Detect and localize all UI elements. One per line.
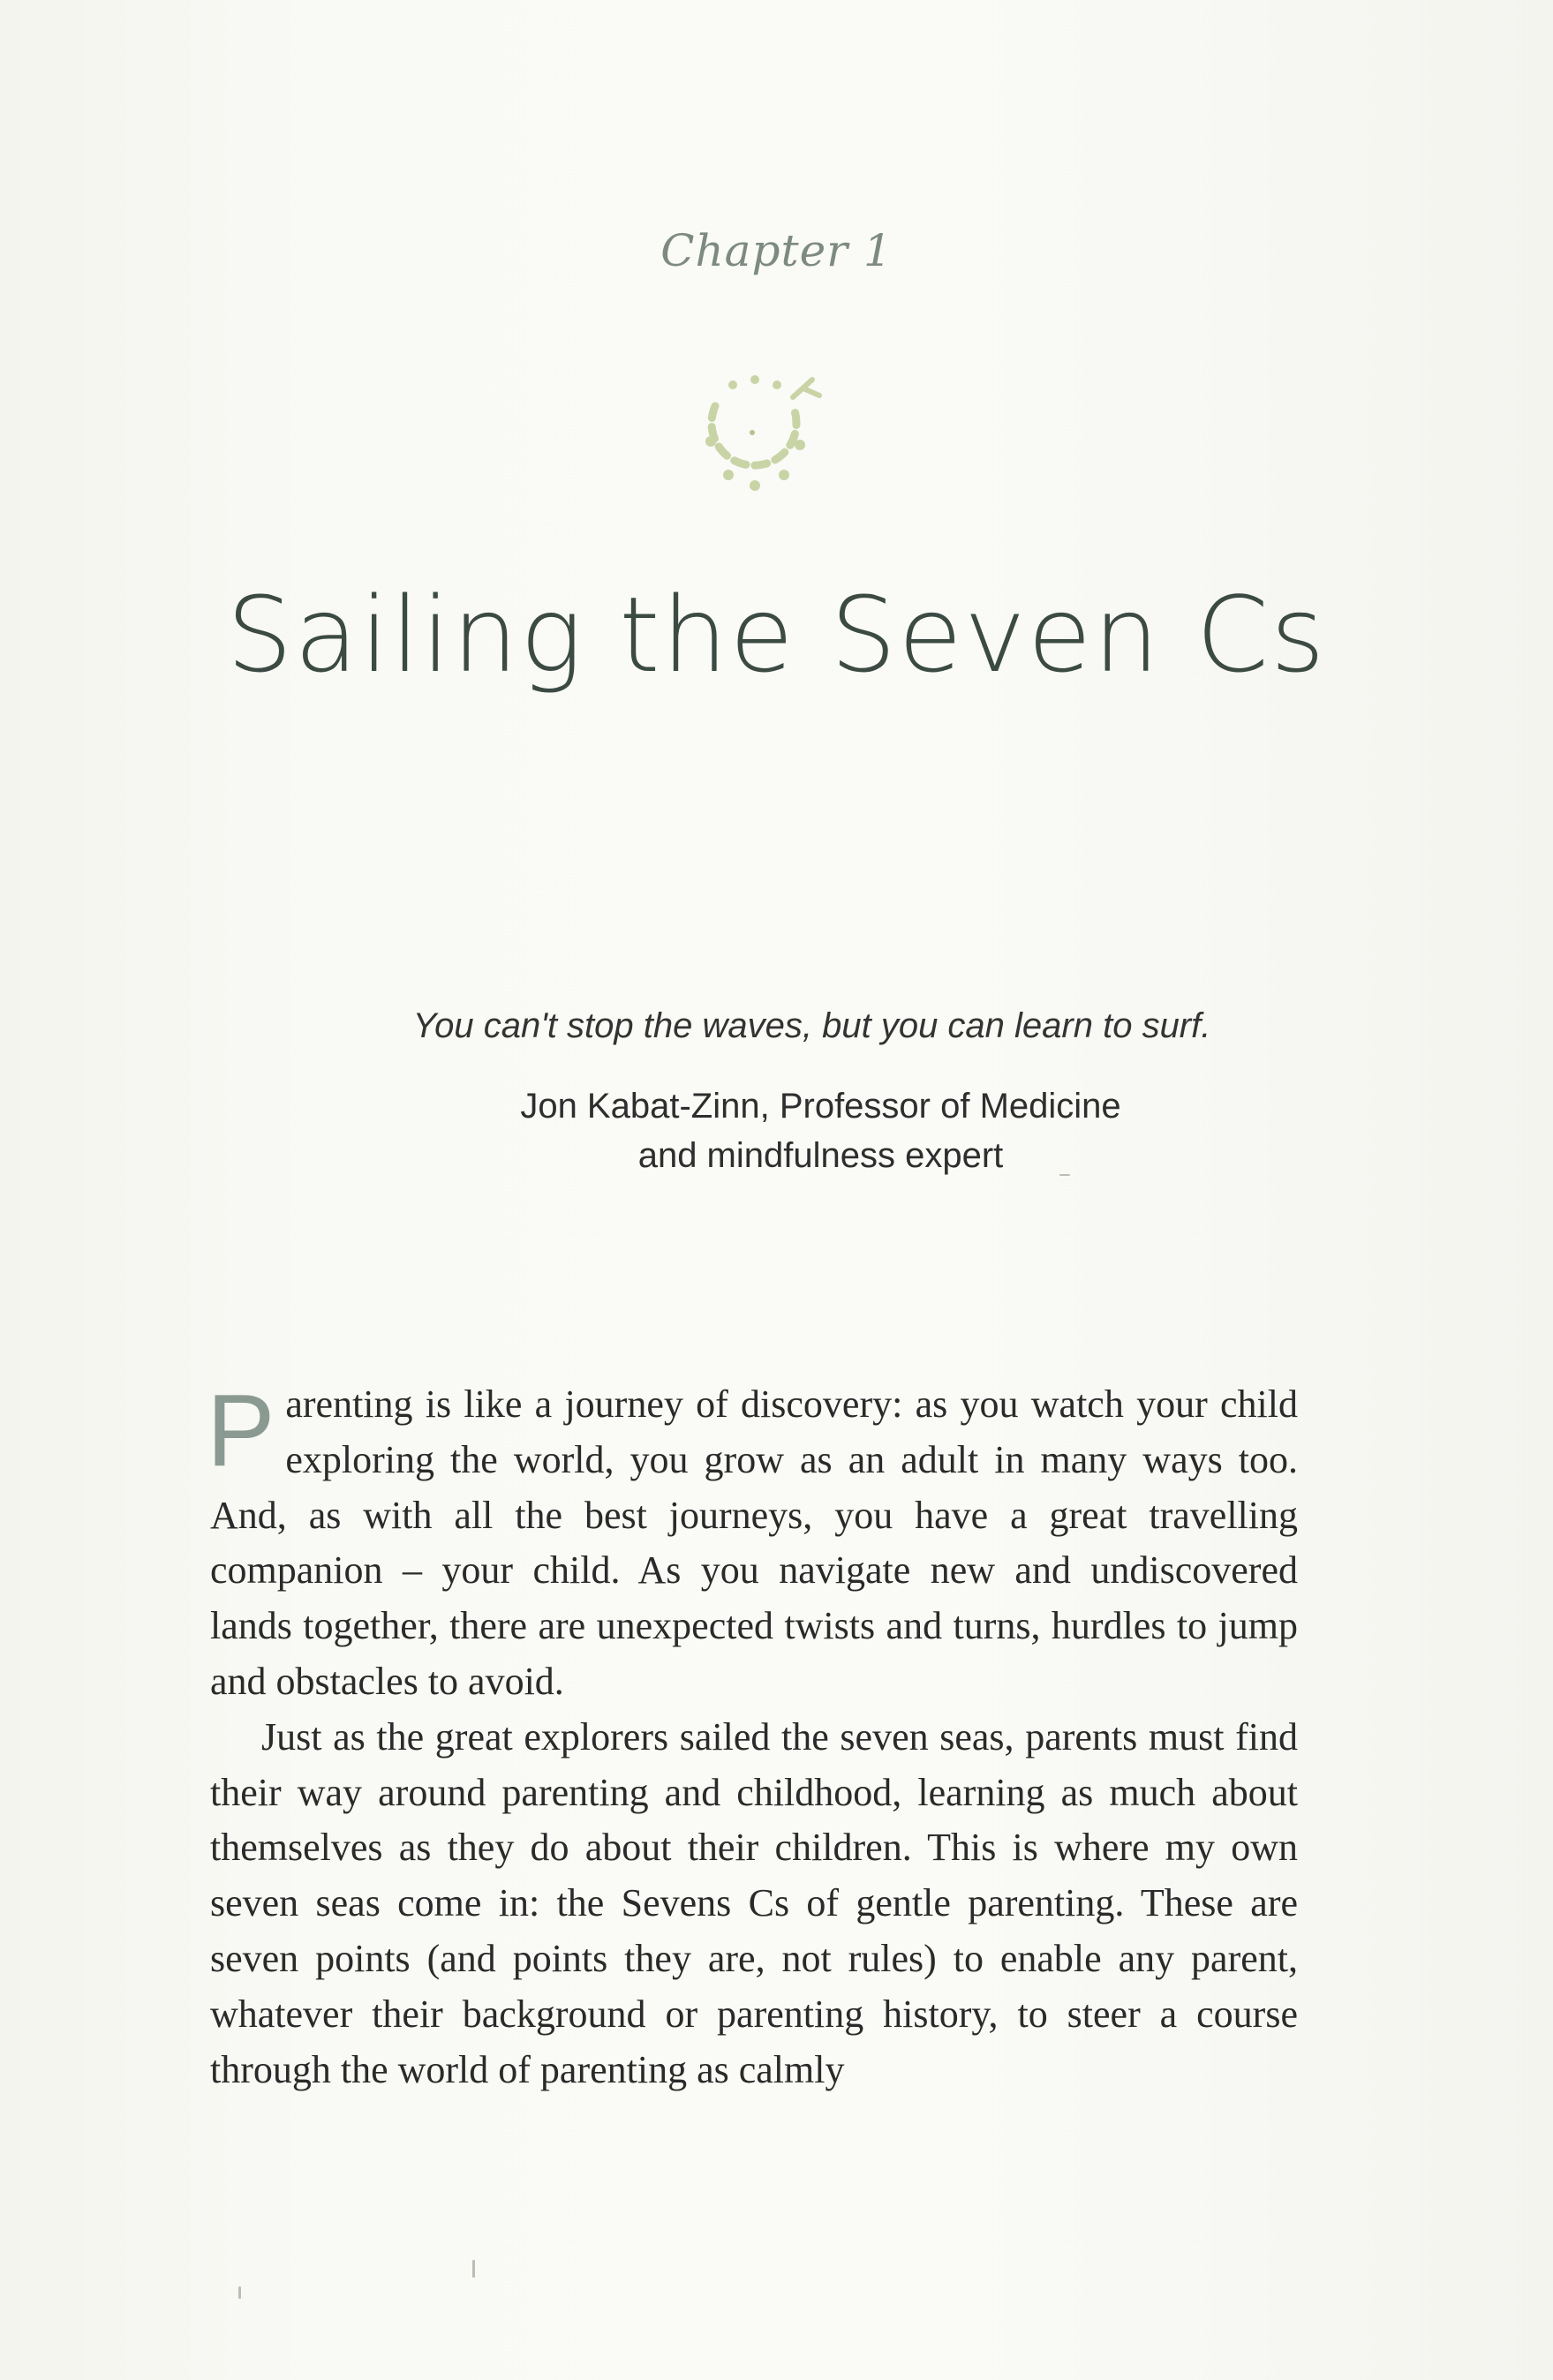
drop-cap: P xyxy=(207,1373,275,1488)
sun-flourish-icon xyxy=(680,353,830,503)
paragraph-1-text: arenting is like a journey of discovery: as you watch your child exploring the world, you grow as an adult in many ways too. And, as with all the best journeys, you have a great travelling companion – your child. As you navigate new and undiscovered lands together, there are unexpected twists and turns, hurdles to jump and obstacles to avoid. xyxy=(210,1382,1298,1703)
attribution-line-2: and mindfulness expert xyxy=(637,1136,1004,1175)
paragraph-2: Just as the great explorers sailed the seven seas, parents must find their way around parenting and childhood, learning as much about themselves as they do about their children. This is where my own seven seas come in: the Sevens Cs of gentle parenting. These are seven points (and points they are, not rules) to enable any parent, whatever their background or parenting history, to steer a course through the world of parenting as calmly xyxy=(210,1714,1298,2091)
epigraph-attribution xyxy=(88,1081,1553,1180)
epigraph-quote: You can't stop the waves, but you can learn to surf. xyxy=(412,1006,1211,1045)
scan-speck xyxy=(238,2286,241,2299)
attribution-line-1: Jon Kabat-Zinn, Professor of Medicine xyxy=(520,1087,1121,1126)
body-text xyxy=(207,1373,1298,2098)
scan-speck xyxy=(1059,1174,1070,1176)
chapter-title: Sailing the Seven Cs xyxy=(226,574,1327,696)
paragraph-1 xyxy=(207,1373,1298,1710)
chapter-label: Chapter 1 xyxy=(660,225,893,276)
epigraph xyxy=(0,1006,1553,1180)
scan-speck xyxy=(472,2260,475,2278)
